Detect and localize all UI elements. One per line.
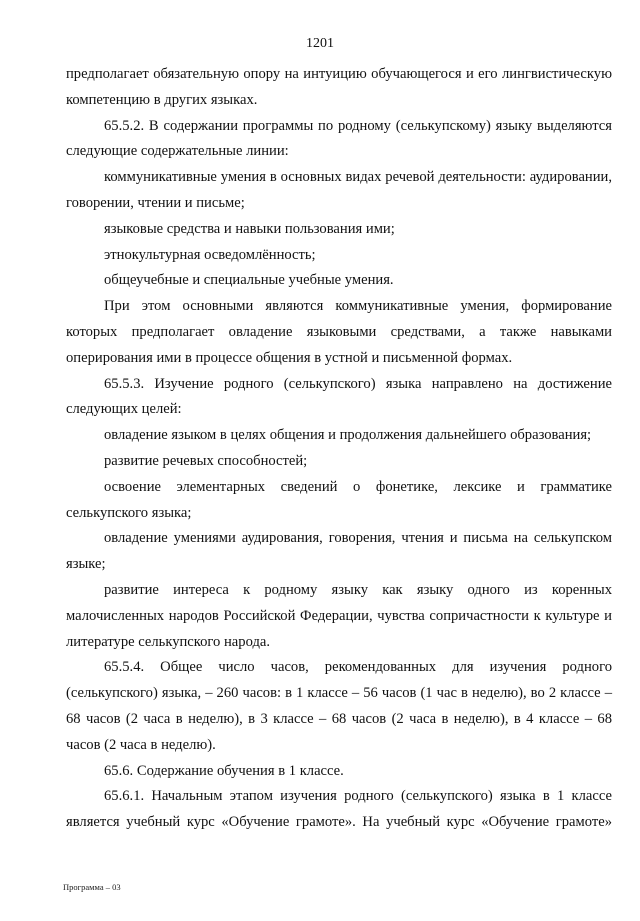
section-heading: 65.6. Содержание обучения в 1 классе. (104, 762, 344, 779)
list-item: овладение языком в целях общения и продолжения дальнейшего образования; (104, 427, 592, 444)
list-item: этнокультурная осведомлённость; (104, 246, 316, 263)
list-item: развитие интереса к родному языку как языку одного из коренных малочисленных народов Российской Федерации, чувства сопричастности к культуре и литературе селькупского народа. (66, 581, 612, 650)
list-item: языковые средства и навыки пользования ими; (104, 220, 395, 237)
list-item: общеучебные и специальные учебные умения. (104, 272, 394, 289)
list-item: развитие речевых способностей; (104, 452, 308, 469)
list-item: овладение умениями аудирования, говорения, чтения и письма на селькупском языке; (66, 530, 612, 573)
paragraph: 65.5.4. Общее число часов, рекомендованных для изучения родного (селькупского) языка, – 260 часов: в 1 классе – 56 часов (1 час в неделю), во 2 классе – 68 часов (2 часа в неделю), в 3 классе – 68 часов (2 часа в неделю), в 4 классе – 68 часов (2 часа в неделю). (66, 659, 612, 753)
list-item: коммуникативные умения в основных видах речевой деятельности: аудировании, говорении, чтении и письме; (66, 169, 612, 211)
page-number: 1201 (306, 36, 334, 51)
paragraph: 65.5.3. Изучение родного (селькупского) языка направлено на достижение следующих целей: (66, 375, 612, 418)
paragraph: При этом основными являются коммуникативные умения, формирование которых предполагает овладение языковыми средствами, а также навыками оперирования ими в процессе общения в устной и письменной формах. (66, 298, 612, 366)
paragraph: 65.6.1. Начальным этапом изучения родного (селькупского) языка в 1 классе является учебный курс «Обучение грамоте». На учебный курс «Обучение грамоте» (66, 788, 612, 831)
list-item: освоение элементарных сведений о фонетике, лексике и грамматике селькупского языка; (66, 478, 612, 521)
document-body (66, 62, 612, 836)
footer-label: Программа – 03 (63, 882, 121, 892)
paragraph: 65.5.2. В содержании программы по родному (селькупскому) языку выделяются следующие содержательные линии: (66, 117, 612, 160)
paragraph: предполагает обязательную опору на интуицию обучающегося и его лингвистическую компетенцию в других языках. (66, 66, 612, 108)
